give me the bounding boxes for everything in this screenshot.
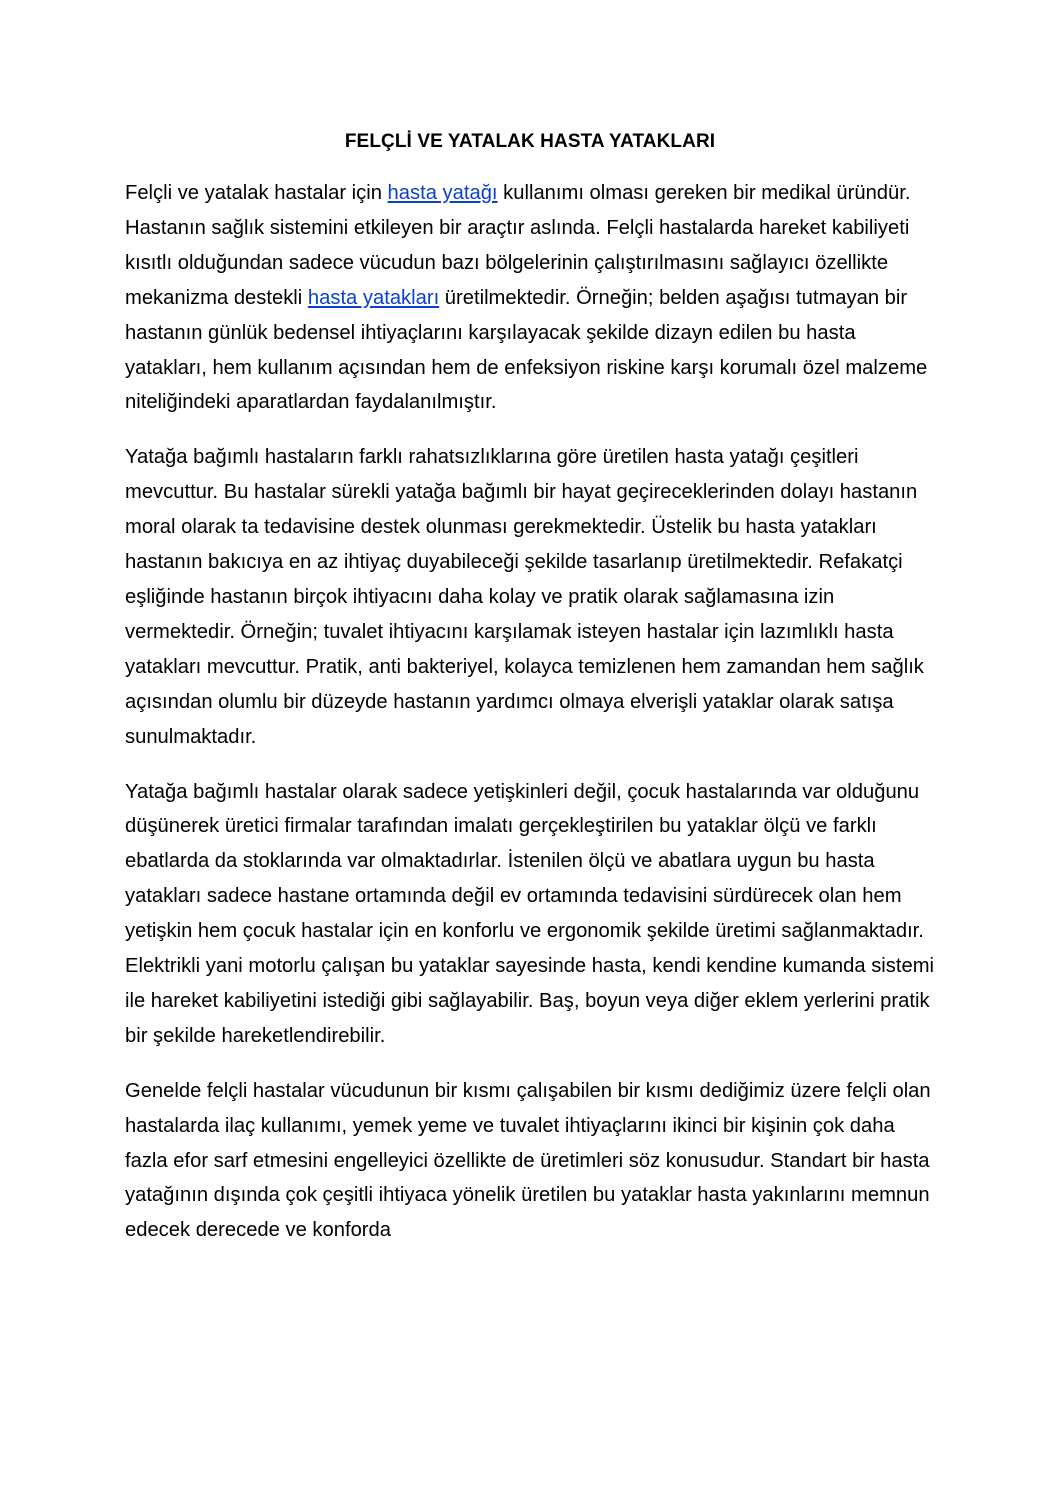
paragraph-3: Yatağa bağımlı hastalar olarak sadece yetişkinleri değil, çocuk hastalarında var olduğunu düşünerek üretici firmalar tarafından imalatı gerçekleştirilen bu yataklar ölçü ve farklı ebatlarda da stoklarında var olmaktadırlar. İstenilen ölçü ve abatlara uygun bu hasta yatakları sadece hastane ortamında değil ev ortamında tedavisini sürdürecek olan hem yetişkin hem çocuk hastalar için en konforlu ve ergonomik şekilde üretimi sağlanmaktadır. Elektrikli yani motorlu çalışan bu yataklar sayesinde hasta, kendi kendine kumanda sistemi ile hareket kabiliyetini istediği gibi sağlayabilir. Baş, boyun veya diğer eklem yerlerini pratik bir şekilde hareketlendirebilir. [125,780,935,1047]
page-title: FELÇLİ VE YATALAK HASTA YATAKLARI [344,131,716,152]
paragraph-1 [125,176,935,420]
link-hasta-yataklari[interactable]: hasta yatakları [307,286,440,309]
paragraph-4: Genelde felçli hastalar vücudunun bir kısmı çalışabilen bir kısmı dediğimiz üzere felçli olan hastalarda ilaç kullanımı, yemek yeme ve tuvalet ihtiyaçlarını ikinci bir kişinin çok daha fazla efor sarf etmesini engelleyici özellikte de üretimleri söz konusudur. Standart bir hasta yatağının dışında çok çeşitli ihtiyaca yönelik üretilen bu yataklar hasta yakınlarını memnun edecek derecede ve konforda [125,1079,931,1242]
paragraph-1-text-c: üretilmektedir. Örneğin; belden aşağısı tutmayan bir hastanın günlük bedensel ihtiyaçlarını karşılayacak şekilde dizayn edilen bu hasta yatakları, hem kullanım açısından hem de enfeksiyon riskine karşı korumalı özel malzeme niteliğindeki aparatlardan faydalanılmıştır. [125,286,928,414]
document-body [125,128,935,1268]
link-hasta-yatagi[interactable]: hasta yatağı [387,182,498,204]
paragraph-1-text-a: Felçli ve yatalak hastalar için [125,182,388,204]
paragraph-1-text-b: kullanımı olması gereken bir medikal üründür. Hastanın sağlık sistemini etkileyen bir araçtır aslında. Felçli hastalarda hareket kabiliyeti kısıtlı olduğundan sadece vücudun bazı bölgelerinin çalıştırılmasını sağlayıcı özellikte mekanizma destekli [125,182,911,309]
paragraph-2: Yatağa bağımlı hastaların farklı rahatsızlıklarına göre üretilen hasta yatağı çeşitleri mevcuttur. Bu hastalar sürekli yatağa bağımlı bir hayat geçireceklerinden dolayı hastanın moral olarak ta tedavisine destek olunması gerekmektedir. Üstelik bu hasta yatakları hastanın bakıcıya en az ihtiyaç duyabileceği şekilde tasarlanıp üretilmektedir. Refakatçi eşliğinde hastanın birçok ihtiyacını daha kolay ve pratik olarak sağlamasına izin vermektedir. Örneğin; tuvalet ihtiyacını karşılamak isteyen hastalar için lazımlıklı hasta yatakları mevcuttur. Pratik, anti bakteriyel, kolayca temizlenen hem zamandan hem sağlık açısından olumlu bir düzeyde hastanın yardımcı olmaya elverişli yataklar olarak satışa sunulmaktadır. [125,446,924,748]
